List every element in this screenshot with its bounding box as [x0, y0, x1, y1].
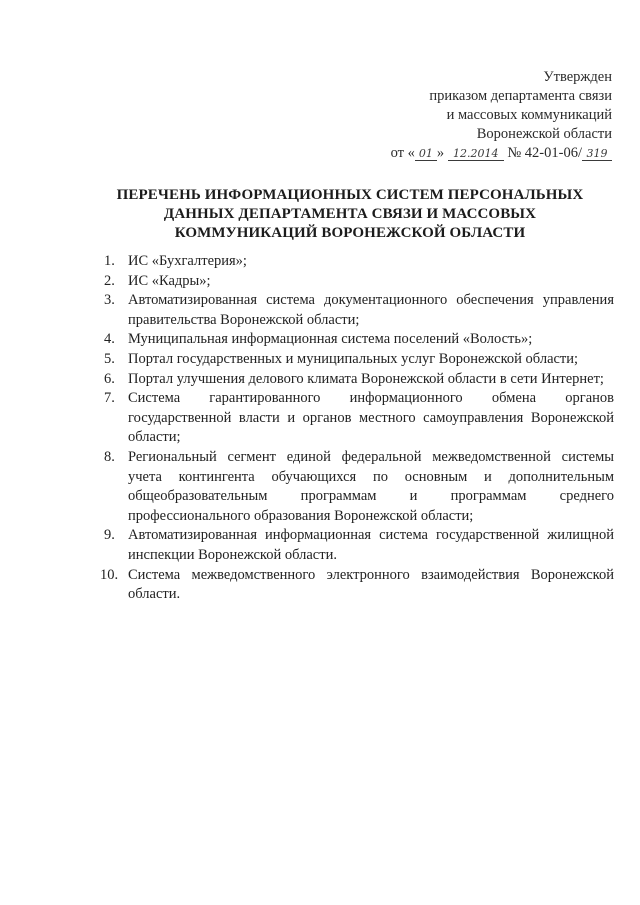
list-item-text: Автоматизированная информационная система государственной жилищной инспекции Воронежской области. [128, 527, 614, 563]
list-item-number: 5. [104, 350, 115, 367]
list-item [104, 526, 614, 565]
list-item-number: 4. [104, 331, 115, 348]
list-item-number: 2. [104, 272, 115, 289]
approval-line-4: Воронежской области [476, 126, 612, 142]
title-line-3: КОММУНИКАЦИЙ ВОРОНЕЖСКОЙ ОБЛАСТИ [174, 225, 526, 241]
approval-line-2: приказом департамента связи [429, 88, 612, 104]
order-date-handwritten: 12.2014 [448, 147, 504, 161]
list-item [104, 272, 614, 292]
list-item-text: ИС «Кадры»; [128, 272, 211, 289]
list-item-number: 9. [104, 527, 115, 544]
list-item [104, 291, 614, 330]
list-item-number: 8. [104, 448, 115, 465]
order-mid: » [436, 145, 445, 161]
list-item [104, 389, 614, 448]
approval-block [312, 68, 612, 163]
list-item-text: Портал государственных и муниципальных услуг Воронежской области; [128, 350, 579, 367]
title-line-2: ДАННЫХ ДЕПАРТАМЕНТА СВЯЗИ И МАССОВЫХ [163, 206, 537, 222]
title-line-1: ПЕРЕЧЕНЬ ИНФОРМАЦИОННЫХ СИСТЕМ ПЕРСОНАЛЬНЫХ [116, 187, 584, 203]
list-item [104, 370, 614, 390]
list-item [104, 330, 614, 350]
list-item [100, 566, 614, 605]
approval-line-1: Утвержден [543, 69, 612, 85]
list-item-number: 7. [104, 390, 115, 407]
list-item [104, 448, 614, 526]
document-title [60, 186, 640, 243]
list-item-text: Муниципальная информационная система поселений «Волость»; [128, 331, 533, 348]
list-item-number: 1. [104, 253, 115, 269]
order-number-label: № 42-01-06/ [507, 145, 582, 161]
list-item-text: Автоматизированная система документационного обеспечения управления правительства Воронежской области; [128, 292, 614, 328]
order-line [312, 144, 612, 163]
list-item-text: Региональный сегмент единой федеральной межведомственной системы учета контингента обучающихся по основным и дополнительным общеобразовательным программам и программам среднего профессионального образования Воронежской области; [128, 448, 614, 524]
order-number-handwritten: 319 [582, 147, 612, 161]
list-item-number: 3. [104, 292, 115, 309]
list-item-text: Система гарантированного информационного обмена органов государственной власти и органов местного самоуправления Воронежской области; [128, 390, 614, 446]
list-item [104, 252, 614, 272]
list-item-text: ИС «Бухгалтерия»; [128, 253, 247, 269]
list-item-number: 6. [104, 370, 115, 387]
order-prefix: от « [390, 145, 415, 161]
list-item-text: Портал улучшения делового климата Воронежской области в сети Интернет; [128, 370, 604, 387]
list-item [104, 350, 614, 370]
list-item-text: Система межведомственного электронного взаимодействия Воронежской области. [128, 566, 614, 603]
approval-line-3: и массовых коммуникаций [446, 107, 612, 123]
list-item-number: 10. [100, 566, 119, 583]
systems-list [100, 252, 614, 605]
order-day-handwritten: 01 [415, 147, 437, 161]
